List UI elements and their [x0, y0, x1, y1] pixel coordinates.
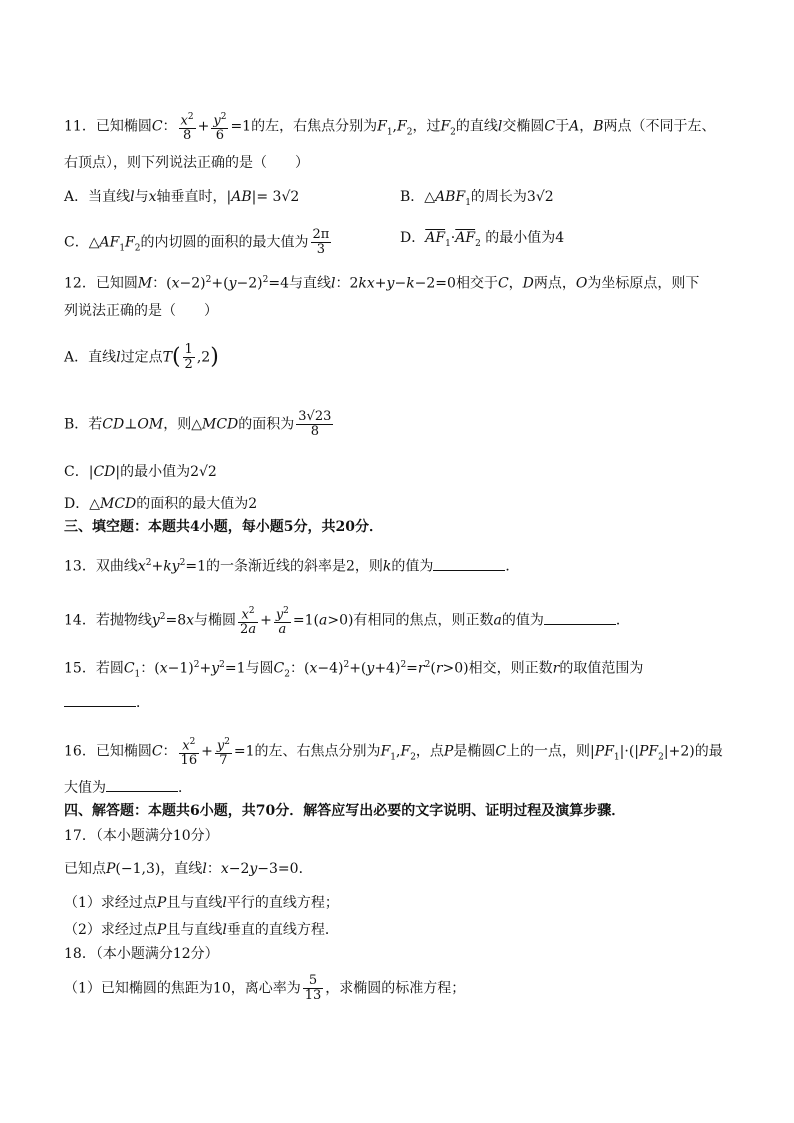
q13: 13．双曲线$x^2+ky^2=1$的一条渐近线的斜率是2，则k的值为 ． — [64, 553, 519, 577]
q18-part1: （1）已知椭圆的焦距为10，离心率为 $\frac{5}{13}$ ，求椭圆的标准方程； — [64, 973, 466, 1003]
q14: 14．若抛物线$y^2=8x$与椭圆 $\frac{x^2}{2a}$ + $\frac{y^2}{a}$ =1(a>0)有相同的焦点，则正数a的值为 ． — [64, 606, 630, 638]
fraction: $\frac{x^2}{2a}$ — [240, 606, 257, 638]
fraction: $\frac{y^2}{a}$ — [275, 606, 289, 638]
q16-line2: 大值为 ． — [64, 777, 192, 798]
fraction: $\frac{3√23}{8}$ — [298, 409, 332, 439]
fraction: $\frac{y^2}{6}$ — [213, 112, 227, 144]
q12-stem-line2: 列说法正确的是（ ） — [64, 303, 218, 319]
q15-line2: ． — [64, 692, 150, 713]
answer-blank[interactable] — [106, 777, 178, 792]
answer-blank[interactable] — [433, 556, 505, 571]
q11-option-c: C．$\triangle AF_1F_2$的内切圆的面积的最大值为 $\frac{2\pi}{3}$ — [64, 227, 330, 257]
fraction: $\frac{x^2}{16}$ — [180, 737, 198, 769]
q17-head: 17．（本小题满分10分） — [64, 828, 219, 844]
q11-option-a: A．当直线l与x轴垂直时，|AB|= 3√2 — [64, 189, 300, 205]
q12-stem-line1: 12．已知圆M：$(x-2)^2+(y-2)^2=4$与直线l：2kx+y−k−2=0相交于C，D两点，O为坐标原点，则下 — [64, 275, 700, 292]
q11-stem-line1: 11．已知椭圆C： $\frac{x^2}{8}$ + $\frac{y^2}{6}$ =1的左，右焦点分别为$F_1,F_2$，过$F_2$的直线l交椭圆C于A，B两点（不同于左、 — [64, 112, 716, 144]
q11-option-b: B．$\triangle ABF_1$的周长为3√2 — [400, 189, 554, 208]
q18-head: 18．（本小题满分12分） — [64, 946, 219, 962]
q12-option-a: A．直线l过定点T( $\frac{1}{2}$ ,2) — [64, 342, 219, 372]
q12-option-c: C．|CD|的最小值为2√2 — [64, 464, 217, 480]
q15-line1: 15．若圆$C_1$：$(x-1)^2+y^2=1$与圆$C_2$：$(x-4)^2+(y+4)^2=r^2(r>0)$相交，则正数r的取值范围为 — [64, 660, 644, 680]
q12-option-b: B．若CD⊥OM，则△MCD的面积为 $\frac{3√23}{8}$ — [64, 409, 332, 439]
q17-given: 已知点P(−1,3)，直线l：x−2y−3=0． — [64, 861, 313, 877]
section-4-heading: 四、解答题：本题共6小题，共70分．解答应写出必要的文字说明、证明过程及演算步骤． — [64, 803, 626, 819]
fraction: $\frac{2\pi}{3}$ — [312, 227, 330, 257]
q11-stem-line2: 右顶点），则下列说法正确的是（ ） — [64, 155, 309, 171]
fraction: $\frac{1}{2}$ — [184, 342, 193, 372]
q17-part1: （1）求经过点P且与直线l平行的直线方程； — [64, 895, 339, 911]
q16-line1: 16．已知椭圆C： $\frac{x^2}{16}$ + $\frac{y^2}{7}$ =1的左、右焦点分别为$F_1,F_2$，点P是椭圆C上的一点，则$|PF_1|\cdot(|PF_2|+2)$的最 — [64, 737, 723, 769]
section-3-heading: 三、填空题：本题共4小题，每小题5分，共20分． — [64, 519, 383, 535]
q17-part2: （2）求经过点P且与直线l垂直的直线方程． — [64, 922, 339, 938]
q12-option-d: D．△MCD的面积的最大值为2 — [64, 496, 258, 512]
q11-option-d: D．$\overline{AF}_1\cdot\overline{AF}_2$ 的最小值为4 — [400, 230, 565, 249]
answer-blank[interactable] — [64, 692, 136, 707]
answer-blank[interactable] — [544, 610, 616, 625]
fraction: $\frac{5}{13}$ — [304, 973, 322, 1003]
fraction: $\frac{y^2}{7}$ — [216, 737, 230, 769]
fraction: $\frac{x^2}{8}$ — [180, 112, 194, 144]
